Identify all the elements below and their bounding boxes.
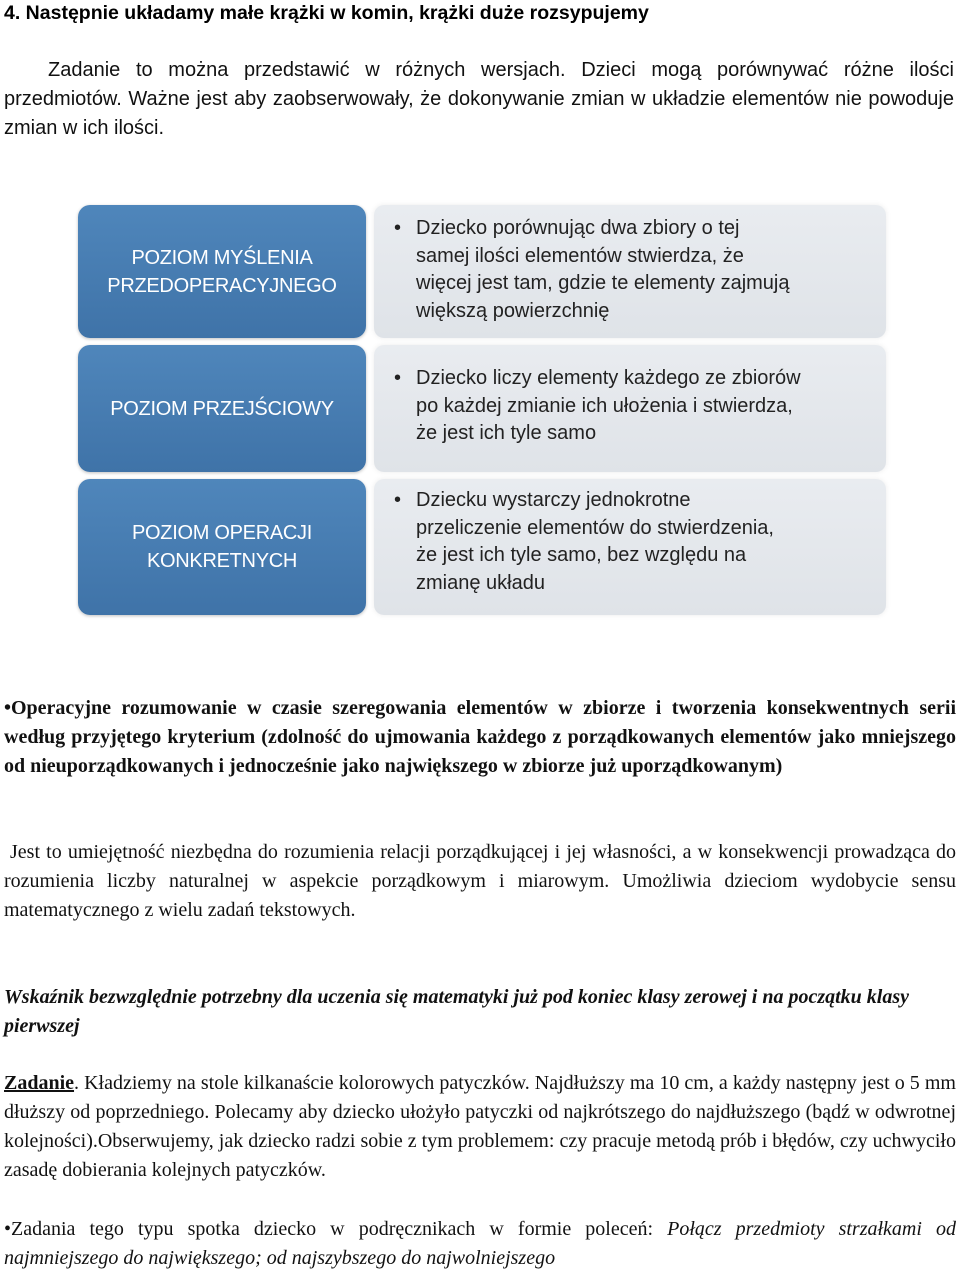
intro-paragraph: Zadanie to można przedstawić w różnych wersjach. Dzieci mogą porównywać różne ilości przedmiotów. Ważne jest aby zaobserwowały, że dokonywanie zmian w układzie elementów nie powoduje zmian w ich ilości. xyxy=(4,59,954,139)
operational-reasoning-paragraph: •Operacyjne rozumowanie w czasie szeregowania elementów w zbiorze i tworzenia konsekwentnych serii według przyjętego kryterium (zdolność do ujmowania każdego z porządkowanych elementów jako mniejszego od nieuporządkowanych i jednocześnie jako największego w zbiorze już uporządkowanym) xyxy=(4,697,956,777)
task-text: . Kładziemy na stole kilkanaście kolorowych patyczków. Najdłuższy ma 10 cm, a każdy następny jest o 5 mm dłuższy od poprzedniego. Polecamy aby dziecko ułożyło patyczki od najkrótszego do najdłuższego (bądź w odwrotnej kolejności).Obserwujemy, jak dziecko radzi sobie z tym problemem: czy pracuje metodą prób i błędów, czy uchwyciło zasadę dobierania kolejnych patyczków. xyxy=(4,1072,956,1181)
textbook-tasks-lead: •Zadania tego typu spotka dziecko w podręcznikach w formie poleceń: xyxy=(4,1218,668,1240)
diagram-row-preoperational xyxy=(78,205,886,338)
level-box xyxy=(78,205,366,338)
levels-diagram xyxy=(78,205,886,615)
description-box xyxy=(374,205,886,338)
description-box xyxy=(374,345,886,472)
task-paragraph xyxy=(4,1069,956,1185)
level-label: POZIOM MYŚLENIA PRZEDOPERACYJNEGO xyxy=(107,246,337,297)
description-text: Dziecku wystarczy jednokrotne przeliczenie elementów do stwierdzenia, że jest ich tyle samo, bez względu na zmianę układu xyxy=(416,489,774,594)
description-box xyxy=(374,479,886,615)
textbook-tasks-examples: Połącz przedmioty strzałkami od najmniejszego do największego; od najszybszego do najwolniejszego xyxy=(4,1218,957,1269)
level-label: POZIOM OPERACJI KONKRETNYCH xyxy=(132,522,312,572)
bullet-icon: • xyxy=(394,489,402,511)
diagram-row-transitional xyxy=(78,345,886,472)
skill-paragraph: Jest to umiejętność niezbędna do rozumienia relacji porządkującej i jej własności, a w konsekwencji prowadząca do rozumienia liczby naturalnej w aspekcie porządkowym i miarowym. Umożliwia dzieciom wydobycie sensu matematycznego z wielu zadań tekstowych. xyxy=(4,841,956,921)
bullet-icon: • xyxy=(394,217,402,239)
task-label: Zadanie xyxy=(4,1072,75,1094)
description-text: Dziecko porównując dwa zbiory o tej samej ilości elementów stwierdza, że więcej jest tam, gdzie te elementy zajmują większą powierzchnię xyxy=(416,217,790,322)
section-heading: 4. Następnie układamy małe krążki w komin, krążki duże rozsypujemy xyxy=(4,2,649,24)
level-box xyxy=(78,479,366,615)
indicator-paragraph: Wskaźnik bezwzględnie potrzebny dla uczenia się matematyki już pod koniec klasy zerowej i na początku klasy pierwszej xyxy=(4,986,910,1037)
description-text: Dziecko liczy elementy każdego ze zbiorów po każdej zmianie ich ułożenia i stwierdza, że jest ich tyle samo xyxy=(416,367,801,444)
textbook-tasks-paragraph xyxy=(4,1215,956,1273)
diagram-row-concrete xyxy=(78,479,886,615)
level-box xyxy=(78,345,366,472)
level-label: POZIOM PRZEJŚCIOWY xyxy=(110,397,334,420)
bullet-icon: • xyxy=(394,367,402,389)
